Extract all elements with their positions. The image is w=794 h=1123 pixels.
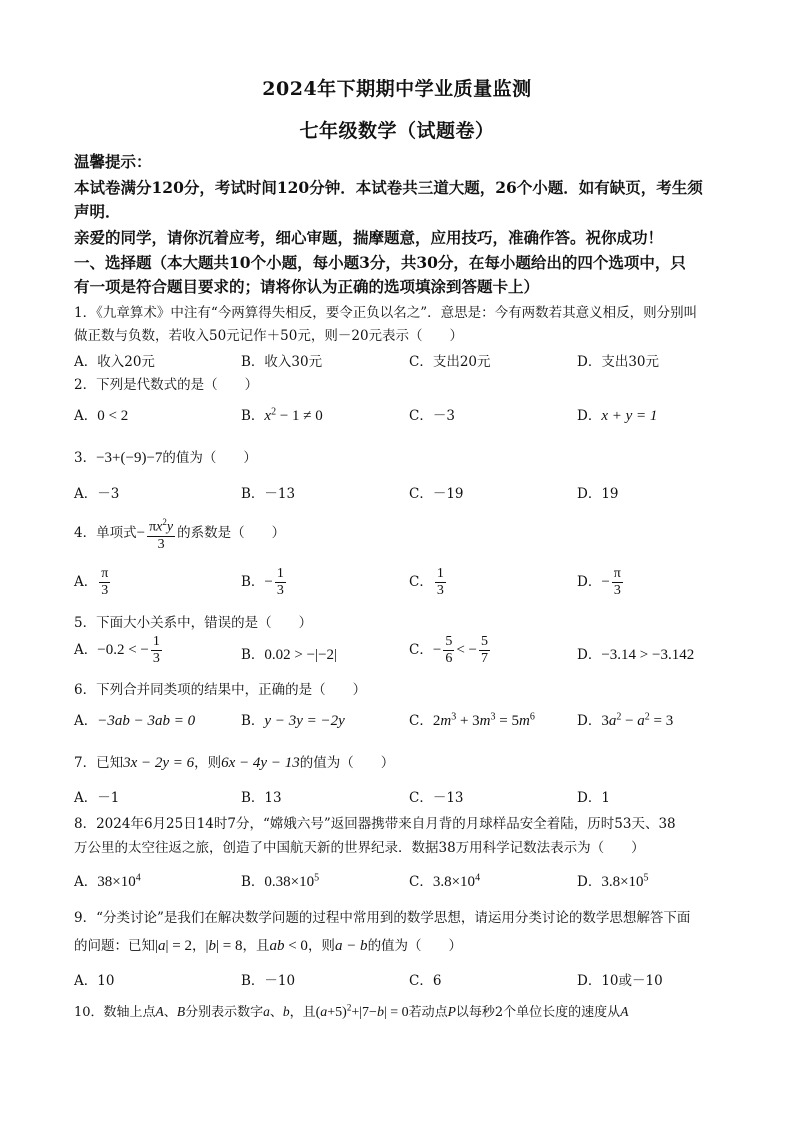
q8-option-d: D．$3.8\times 10^5$ bbox=[577, 872, 649, 890]
q1-option-c: C．支出20元 bbox=[409, 354, 491, 370]
q5-option-c: C．− $\frac{5}{6}$ < − $\frac{5}{7}$ bbox=[409, 634, 488, 666]
q1-option-b: B．收入30元 bbox=[241, 354, 323, 370]
q9-option-c: C．6 bbox=[409, 973, 442, 989]
q2-option-b: B．$x^2 - 1 \ne 0$ bbox=[241, 406, 323, 424]
question-1-line-1: 1．《九章算术》中注有“今两算得失相反，要令正负以名之”．意思是：今有两数若其意义相反，则分别叫 bbox=[74, 305, 698, 321]
question-8-line-1: 8．2024年6月25日14时7分，“嫦娥六号”返回器携带来自月背的月球样品安全着陆，历时53天、38 bbox=[74, 816, 676, 832]
q9-option-d: D．10或－10 bbox=[577, 973, 663, 989]
question-5: 5．下面大小关系中，错误的是（ ） bbox=[74, 615, 313, 631]
q7-option-d: D．1 bbox=[577, 790, 610, 806]
q3-option-b: B．－13 bbox=[241, 486, 296, 502]
q5-option-d: D．−3.14 > −3.142 bbox=[577, 647, 695, 663]
q3-option-a: A．－3 bbox=[74, 486, 120, 502]
tips-line-1: 本试卷满分120分，考试时间120分钟．本试卷共三道大题，26个小题．如有缺页，考生须 bbox=[74, 178, 703, 197]
q3-option-c: C．－19 bbox=[409, 486, 464, 502]
question-1-line-2: 做正数与负数，若收入50元记作＋50元，则－20元表示（ ） bbox=[74, 328, 464, 344]
q5-option-a: A．−0.2 < − $\frac{1}{3}$ bbox=[74, 634, 160, 666]
q1-option-d: D．支出30元 bbox=[577, 354, 660, 370]
exam-subtitle: 七年级数学（试题卷） bbox=[299, 120, 495, 142]
q4-option-b: B．− $\frac{1}{3}$ bbox=[241, 566, 284, 598]
question-8-line-2: 万公里的太空往返之旅，创造了中国航天新的世界纪录．数据38万用科学记数法表示为（ ） bbox=[74, 840, 645, 856]
section-heading-2: 有一项是符合题目要求的；请将你认为正确的选项填涂到答题卡上） bbox=[74, 277, 540, 296]
q4-option-a: A． $\frac{\pi}{3}$ bbox=[74, 566, 109, 598]
question-10: 10．数轴上点A、B分别表示数字a、b，且$(a+5)^2+|7-b| = 0$若动点P以每秒2个单位长度的速度从A bbox=[74, 1002, 629, 1020]
question-2: 2．下列是代数式的是（ ） bbox=[74, 377, 259, 393]
q7-option-c: C．－13 bbox=[409, 790, 464, 806]
q6-option-a: A．−3ab − 3ab = 0 bbox=[74, 713, 196, 729]
q6-option-b: B．y − 3y = −2y bbox=[241, 713, 345, 729]
q3-option-d: D．19 bbox=[577, 486, 619, 502]
q8-option-a: A．$38\times 10^4$ bbox=[74, 872, 141, 890]
q9-option-b: B．－10 bbox=[241, 973, 296, 989]
exam-title: 2024年下期期中学业质量监测 bbox=[262, 78, 532, 100]
q7-option-a: A．－1 bbox=[74, 790, 120, 806]
tips-line-2: 声明． bbox=[74, 202, 121, 221]
q2-option-c: C．－3 bbox=[409, 408, 455, 424]
q8-option-c: C．$3.8\times 10^4$ bbox=[409, 872, 481, 890]
question-3: 3．−3+(−9)−7的值为（ ） bbox=[74, 450, 257, 466]
tips-line-3: 亲爱的同学，请你沉着应考，细心审题，揣摩题意，应用技巧，准确作答。祝你成功！ bbox=[74, 228, 664, 247]
section-heading-1: 一、选择题（本大题共10个小题，每小题3分，共30分，在每小题给出的四个选项中，只 bbox=[74, 253, 686, 272]
q9-option-a: A．10 bbox=[74, 973, 115, 989]
q6-option-c: C．$2m^3 + 3m^3 = 5m^6$ bbox=[409, 711, 535, 729]
q7-option-b: B．13 bbox=[241, 790, 282, 806]
tips-heading: 温馨提示： bbox=[74, 152, 152, 171]
question-4: 4．单项式− $\frac{\pi x^2y}{3}$ 的系数是（ ） bbox=[74, 514, 285, 553]
q2-option-d: D．x + y = 1 bbox=[577, 408, 658, 424]
question-9-line-2: 的问题：已知|a| = 2，|b| = 8，且ab < 0，则a − b的值为（ ） bbox=[74, 938, 463, 954]
q6-option-d: D．$3a^2 - a^2 = 3$ bbox=[577, 711, 674, 729]
q2-option-a: A．0 < 2 bbox=[74, 408, 129, 424]
q8-option-b: B．$0.38\times 10^5$ bbox=[241, 872, 320, 890]
question-7: 7．已知3x − 2y = 6，则6x − 4y − 13的值为（ ） bbox=[74, 755, 395, 771]
q1-option-a: A．收入20元 bbox=[74, 354, 155, 370]
question-6: 6．下列合并同类项的结果中，正确的是（ ） bbox=[74, 682, 367, 698]
q4-option-c: C． $\frac{1}{3}$ bbox=[409, 566, 444, 598]
question-9-line-1: 9．“分类讨论”是我们在解决数学问题的过程中常用到的数学思想，请运用分类讨论的数学思想解答下面 bbox=[74, 910, 691, 926]
q4-fraction: $\frac{\pi x^2y}{3}$ bbox=[147, 514, 175, 553]
q4-option-d: D．− $\frac{\pi}{3}$ bbox=[577, 566, 621, 598]
q5-option-b: B．0.02 > −|−2| bbox=[241, 647, 338, 663]
